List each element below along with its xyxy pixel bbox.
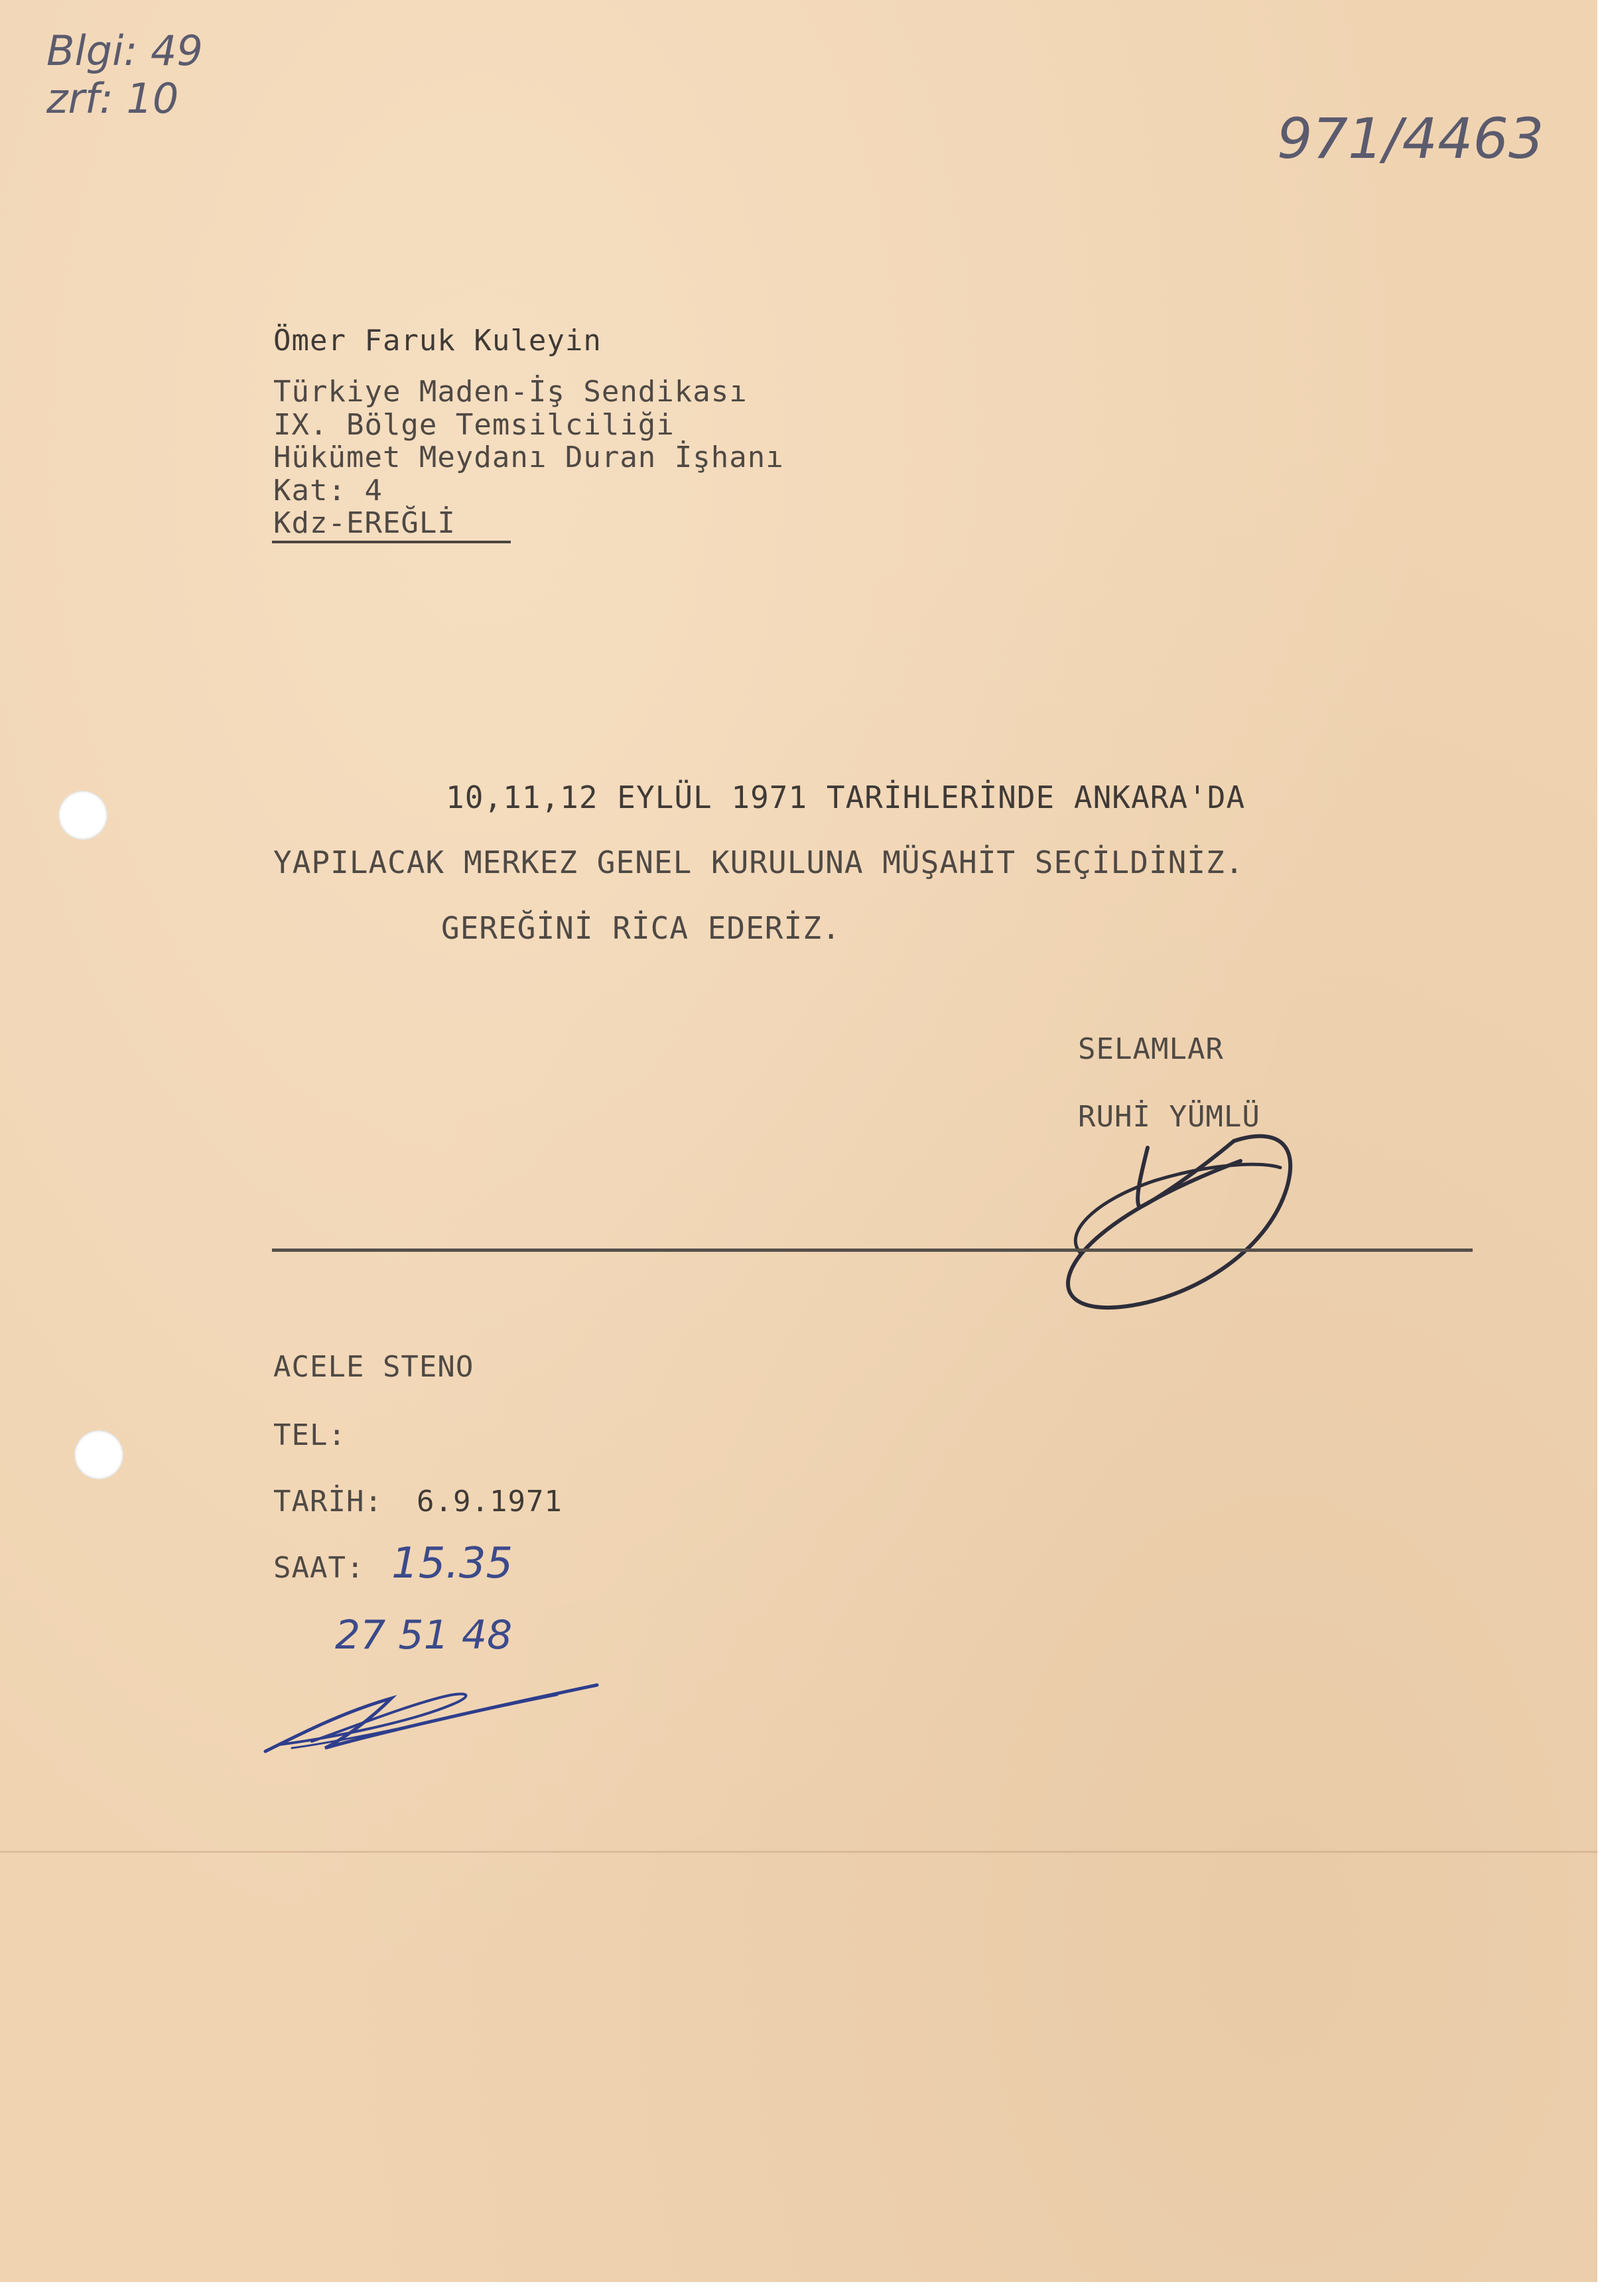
address-recipient: Ömer Faruk Kuleyin [273,324,602,358]
body-line-1: 10,11,12 EYLÜL 1971 TARİHLERİNDE ANKARA'DA [446,779,1246,815]
signature-ruhi-yumlu [1041,1101,1320,1320]
margin-note-top-left-2: zrf: 10 [46,74,179,123]
footer-priority: ACELE STENO [273,1350,474,1384]
separator-rule [272,1249,1473,1252]
footer-time-handwritten: 15.35 [391,1539,513,1588]
margin-note-top-left-1: Blgi: 49 [46,27,203,75]
address-union: Türkiye Maden-İş Sendikası [273,375,748,409]
footer-tel-label: TEL: [273,1418,346,1452]
closing-signer: RUHİ YÜMLÜ [1078,1100,1260,1134]
address-street: Hükümet Meydanı Duran İşhanı [273,440,784,474]
punch-hole-upper [58,791,107,840]
address-city: Kdz-EREĞLİ [273,506,456,540]
address-floor: Kat: 4 [273,474,383,507]
address-city-underline [272,541,511,543]
closing-greeting: SELAMLAR [1078,1032,1224,1066]
body-line-2: YAPILACAK MERKEZ GENEL KURULUNA MÜŞAHİT SEÇİLDİNİZ. [273,844,1244,880]
handwritten-number: 27 51 48 [335,1612,513,1658]
initials-signature [252,1658,610,1765]
reference-number: 971/4463 [1277,106,1544,171]
paper-fold-line [0,1851,1597,1853]
footer-date-value: 6.9.1971 [417,1485,563,1519]
footer-date-label: TARİH: [273,1485,383,1519]
punch-hole-lower [74,1430,123,1479]
address-region: IX. Bölge Temsilciliği [273,408,675,442]
body-line-3: GEREĞİNİ RİCA EDERİZ. [441,910,841,946]
footer-time-label: SAAT: [273,1551,365,1585]
